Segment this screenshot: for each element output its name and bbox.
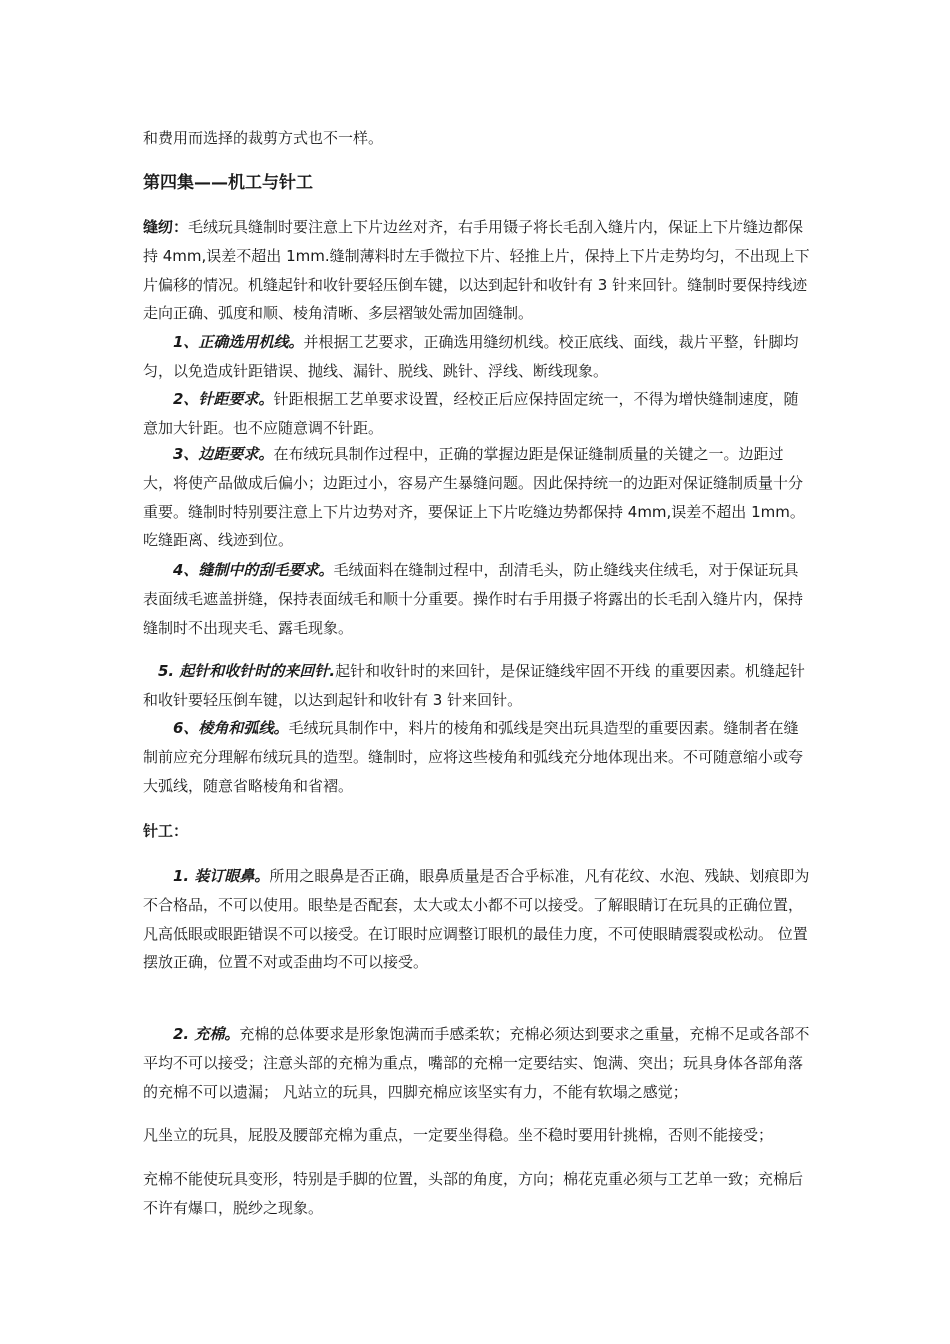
item-3-text: 在布绒玩具制作过程中，正确的掌握边距是保证缝制质量的关键之一。边距过大，将使产品做成后偏小；边距过小，容易产生暴缝问题。因此保持统一的边距对保证缝制质量十分重要。缝制时特别要注意上下片边势对齐，要保证上下片吃缝边势都保持 4mm,误差不超出 1mm。吃缝距离、线迹到位。 — [143, 445, 805, 550]
item-6-text: 毛绒玩具制作中，料片的棱角和弧线是突出玩具造型的重要因素。缝制者在缝制前应充分理解布绒玩具的造型。缝制时，应将这些棱角和弧线充分地体现出来。不可随意缩小或夸大弧线，随意省略棱角和省褶。 — [143, 719, 804, 795]
needlework-eyes — [143, 862, 813, 977]
sewing-text: 毛绒玩具缝制时要注意上下片边丝对齐，右手用镊子将长毛刮入缝片内，保证上下片缝边都保持 4mm,误差不超出 1mm.缝制薄料时左手微拉下片、轻推上片，保持上下片走势均匀，不出现上下片偏移的情况。机缝起针和收针要轻压倒车键，以达到起针和收针有 3 针来回针。缝制时要保持线迹走向正确、弧度和顺、棱角清晰、多层褶皱处需加固缝制。 — [143, 218, 810, 323]
sewing-item-6 — [143, 714, 813, 800]
sewing-item-1 — [143, 328, 813, 386]
needlework-label: 针工： — [143, 822, 189, 840]
section-heading: 第四集——机工与针工 — [143, 173, 313, 193]
item-1-title: 1、正确选用机线。 — [173, 333, 304, 351]
sitting-toys-line: 凡坐立的玩具，屁股及腰部充棉为重点，一定要坐得稳。坐不稳时要用针挑棉，否则不能接受； — [143, 1126, 774, 1144]
stuffing-text: 充棉的总体要求是形象饱满而手感柔软；充棉必须达到要求之重量，充棉不足或各部不平均不可以接受；注意头部的充棉为重点，嘴部的充棉一定要结实、饱满、突出；玩具身体各部角落的充棉不可以遗漏； 凡站立的玩具，四脚充棉应该坚实有力，不能有软塌之感觉； — [143, 1025, 810, 1101]
item-6-title: 6、棱角和弧线。 — [173, 719, 289, 737]
needlework-stuffing — [143, 1020, 813, 1106]
sewing-item-2 — [143, 385, 813, 443]
sewing-label: 缝纫： — [143, 218, 189, 236]
item-4-title: 4、缝制中的刮毛要求。 — [173, 561, 334, 579]
item-3-title: 3、边距要求。 — [173, 445, 274, 463]
eyes-text: 所用之眼鼻是否正确，眼鼻质量是否合乎标准，凡有花纹、水泡、残缺、划痕即为不合格品，不可以使用。眼垫是否配套，太大或太小都不可以接受。了解眼睛订在玩具的正确位置，凡高低眼或眼距错误不可以接受。在订眼时应调整订眼机的最佳力度，不可使眼睛震裂或松动。 位置摆放正确，位置不对或歪曲均不可以接受。 — [143, 867, 810, 972]
stuffing-shape-paragraph: 充棉不能使玩具变形，特别是手脚的位置，头部的角度，方向；棉花克重必须与工艺单一致；充棉后不许有爆口，脱纱之现象。 — [143, 1170, 804, 1217]
item-2-text: 针距根据工艺单要求设置，经校正后应保持固定统一，不得为增快缝制速度，随意加大针距。也不应随意调不针距。 — [143, 390, 799, 437]
intro-line: 和费用而选择的裁剪方式也不一样。 — [143, 129, 384, 147]
stuffing-title: 2. 充棉。 — [173, 1025, 240, 1043]
item-2-title: 2、针距要求。 — [173, 390, 274, 408]
sewing-paragraph — [143, 213, 813, 328]
sewing-item-4 — [143, 556, 813, 642]
item-4-text: 毛绒面料在缝制过程中，刮清毛头，防止缝线夹住绒毛，对于保证玩具表面绒毛遮盖拼缝，保持表面绒毛和顺十分重要。操作时右手用摄子将露出的长毛刮入缝片内，保持缝制时不出现夹毛、露毛现象。 — [143, 561, 804, 637]
sewing-item-3 — [143, 440, 813, 555]
item-1-text: 并根据工艺要求，正确选用缝纫机线。校正底线、面线，裁片平整，针脚均匀，以免造成针距错误、抛线、漏针、脱线、跳针、浮线、断线现象。 — [143, 333, 799, 380]
item-5-title: 5. 起针和收针时的来回针. — [158, 662, 336, 680]
eyes-title: 1. 装订眼鼻。 — [173, 867, 270, 885]
sewing-item-5 — [143, 657, 813, 715]
item-5-text: 起针和收针时的来回针，是保证缝线牢固不开线 的重要因素。机缝起针和收针要轻压倒车键，以达到起针和收针有 3 针来回针。 — [143, 662, 805, 709]
